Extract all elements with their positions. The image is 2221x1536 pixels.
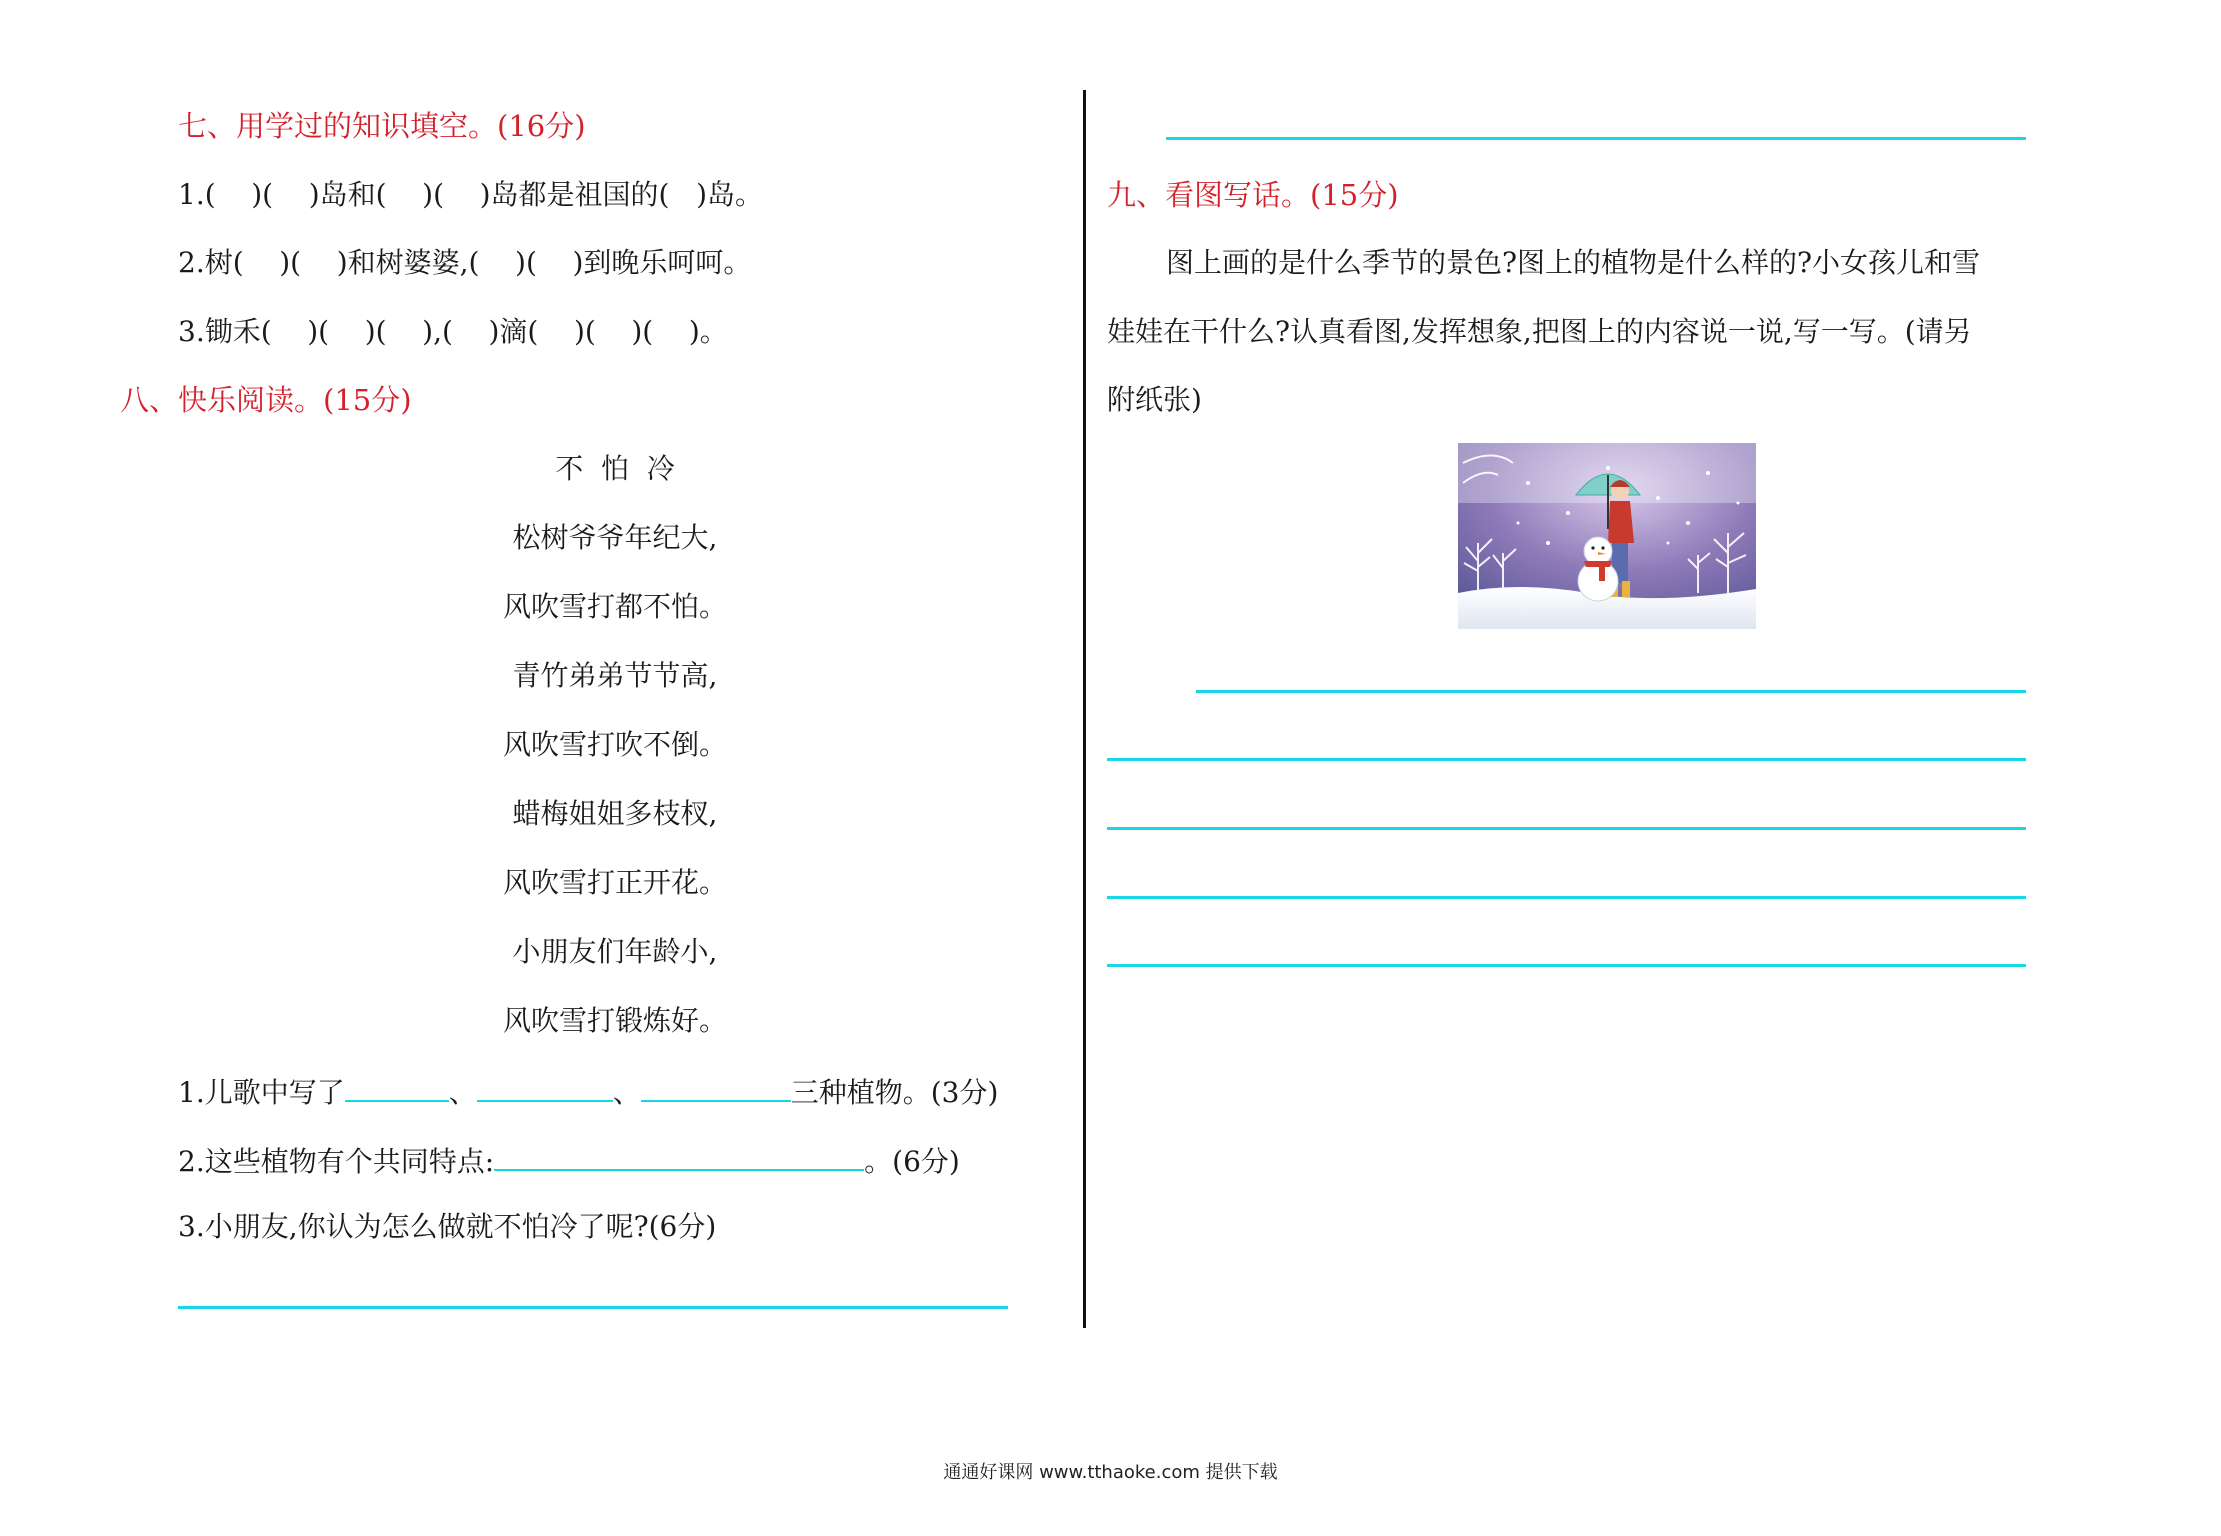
section-9-paragraph-line-1: 图上画的是什么季节的景色?图上的植物是什么样的?小女孩儿和雪 [1166, 246, 1981, 279]
poem-line: 松树爷爷年纪大, [512, 521, 718, 554]
answer-line[interactable] [1166, 137, 2026, 140]
question-1-separator: 、 [448, 1076, 477, 1109]
answer-line[interactable] [178, 1306, 1008, 1309]
answer-line[interactable] [1107, 964, 2026, 967]
question-2-prefix: 2.这些植物有个共同特点: [178, 1145, 495, 1178]
answer-blank-4[interactable] [494, 1145, 864, 1171]
question-1-prefix: 1.儿歌中写了 [178, 1076, 345, 1109]
answer-line[interactable] [1107, 896, 2026, 899]
poem-line: 小朋友们年龄小, [512, 935, 718, 968]
question-2 [178, 1145, 960, 1176]
poem-line: 青竹弟弟节节高, [512, 659, 718, 692]
question-1-separator: 、 [612, 1076, 641, 1109]
poem-title: 不 怕 冷 [555, 452, 675, 485]
section-9-paragraph-line-3: 附纸张) [1107, 383, 1202, 416]
answer-line[interactable] [1107, 827, 2026, 830]
poem-line: 蜡梅姐姐多枝杈, [512, 797, 718, 830]
column-divider [1083, 90, 1086, 1328]
poem-line: 风吹雪打锻炼好。 [502, 1004, 727, 1037]
section-7-item-2: 2.树( )( )和树婆婆,( )( )到晚乐呵呵。 [178, 246, 752, 279]
question-1 [178, 1076, 998, 1107]
section-7-item-1: 1.( )( )岛和( )( )岛都是祖国的( )岛。 [178, 178, 764, 211]
answer-line[interactable] [1196, 690, 2026, 693]
question-2-suffix: 。(6分) [864, 1145, 960, 1178]
section-9-paragraph-line-2: 娃娃在干什么?认真看图,发挥想象,把图上的内容说一说,写一写。(请另 [1107, 315, 1972, 348]
section-9-title: 九、看图写话。(15分) [1107, 178, 1399, 212]
poem-line: 风吹雪打吹不倒。 [502, 728, 727, 761]
winter-scene-illustration [1458, 443, 1756, 629]
section-7-title: 七、用学过的知识填空。(16分) [178, 109, 586, 143]
answer-line[interactable] [1107, 758, 2026, 761]
answer-blank-2[interactable] [477, 1076, 613, 1102]
question-1-suffix: 三种植物。(3分) [790, 1076, 999, 1109]
section-7-item-3: 3.锄禾( )( )( ),( )滴( )( )( )。 [178, 315, 728, 348]
question-3: 3.小朋友,你认为怎么做就不怕冷了呢?(6分) [178, 1210, 717, 1243]
section-8-title: 八、快乐阅读。(15分) [120, 383, 412, 417]
answer-blank-1[interactable] [345, 1076, 449, 1102]
poem-line: 风吹雪打都不怕。 [502, 590, 727, 623]
footer-credit: 通通好课网 www.tthaoke.com 提供下载 [943, 1462, 1278, 1483]
poem-line: 风吹雪打正开花。 [502, 866, 727, 899]
answer-blank-3[interactable] [641, 1076, 791, 1102]
